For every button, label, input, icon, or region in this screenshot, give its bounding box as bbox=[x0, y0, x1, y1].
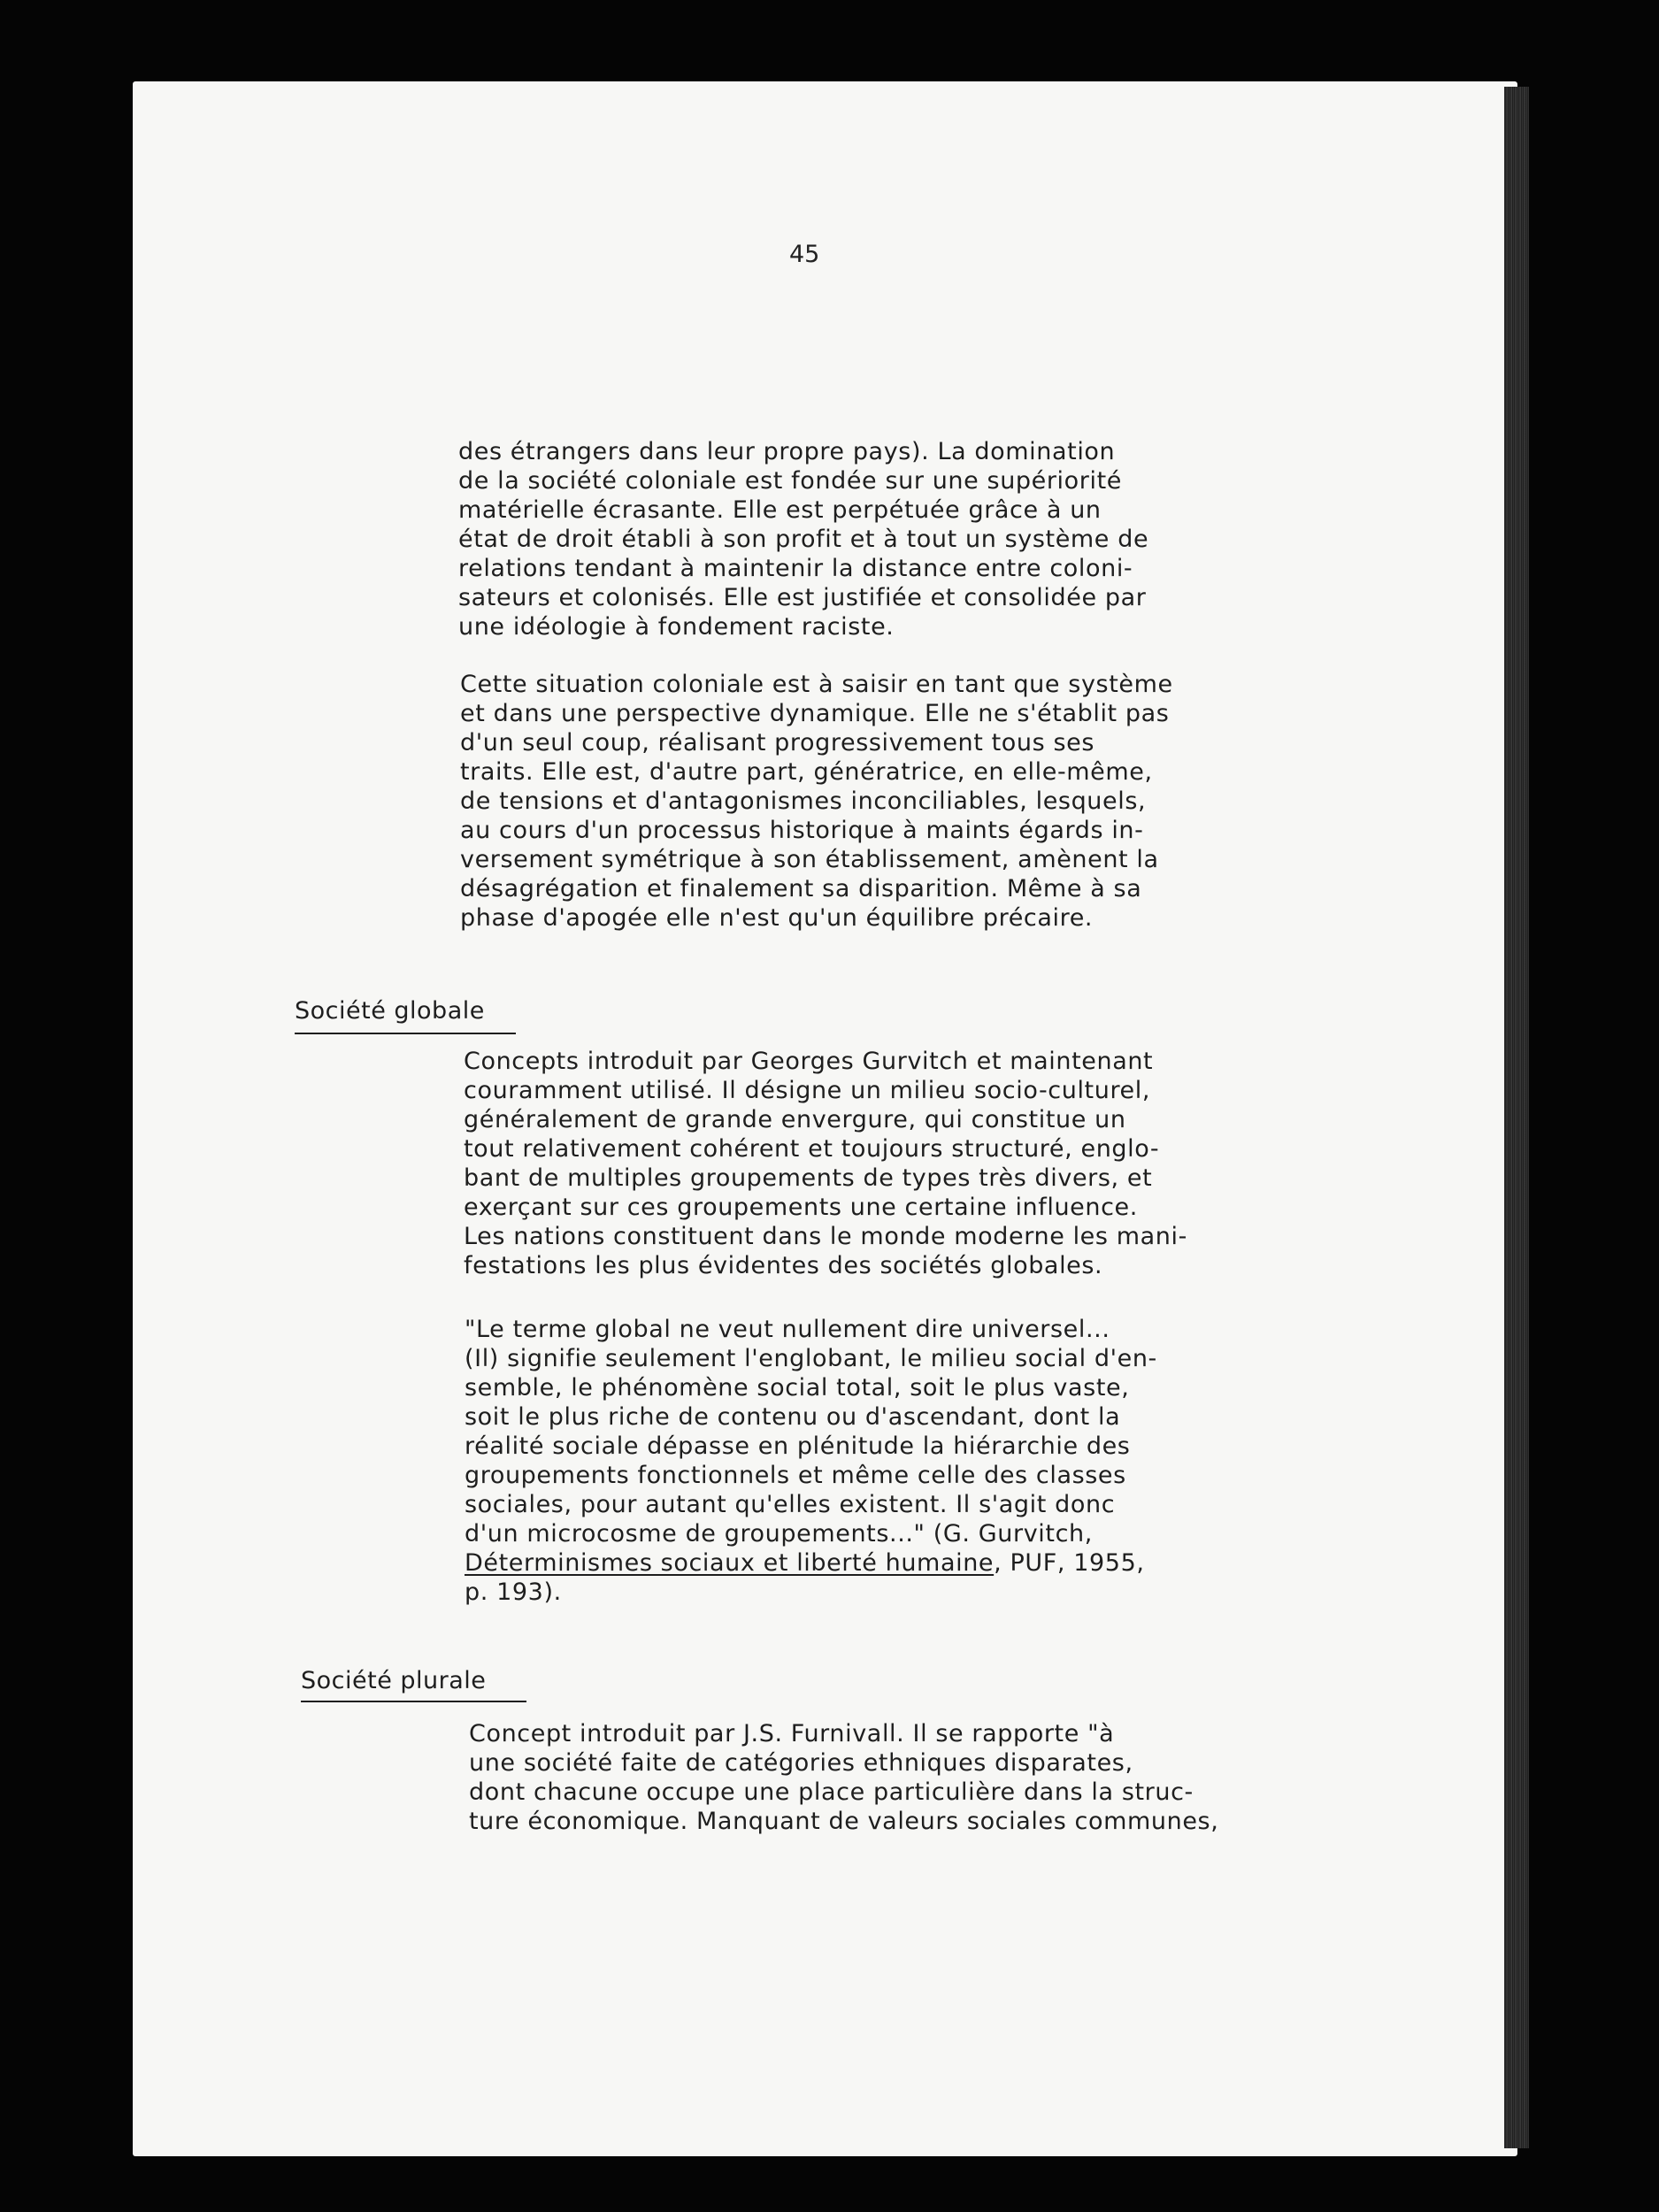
text-line: des étrangers dans leur propre pays). La domination bbox=[458, 438, 1116, 465]
text-line: état de droit établi à son profit et à tout un système de bbox=[458, 526, 1149, 553]
text-line: relations tendant à maintenir la distance entre coloni- bbox=[458, 555, 1133, 582]
societe-globale-definition bbox=[464, 1047, 1187, 1280]
section-heading-societe-globale: Société globale bbox=[295, 997, 485, 1025]
page-stack-edge bbox=[1504, 87, 1529, 2148]
text-line: d'un seul coup, réalisant progressivement tous ses bbox=[460, 729, 1095, 757]
citation-title: Déterminismes sociaux et liberté humaine bbox=[465, 1549, 995, 1577]
text-line: Les nations constituent dans le monde moderne les mani- bbox=[464, 1223, 1187, 1250]
text-line: Cette situation coloniale est à saisir en tant que système bbox=[460, 671, 1173, 698]
text-line: dont chacune occupe une place particulière dans la struc- bbox=[469, 1778, 1194, 1806]
text-line: phase d'apogée elle n'est qu'un équilibre précaire. bbox=[460, 904, 1094, 932]
text-line: ture économique. Manquant de valeurs sociales communes, bbox=[469, 1808, 1219, 1835]
text-line: tout relativement cohérent et toujours structuré, englo- bbox=[464, 1135, 1160, 1163]
text-line: généralement de grande envergure, qui constitue un bbox=[464, 1106, 1126, 1133]
text-line: désagrégation et finalement sa disparition. Même à sa bbox=[460, 875, 1142, 902]
text-line: réalité sociale dépasse en plénitude la hiérarchie des bbox=[465, 1432, 1131, 1460]
text-line: (Il) signifie seulement l'englobant, le milieu social d'en- bbox=[465, 1345, 1157, 1372]
text-line: versement symétrique à son établissement, amènent la bbox=[460, 846, 1159, 873]
citation-page: p. 193). bbox=[465, 1578, 562, 1606]
text-line: de tensions et d'antagonismes inconciliables, lesquels, bbox=[460, 787, 1147, 815]
text-line: traits. Elle est, d'autre part, génératrice, en elle-même, bbox=[460, 758, 1153, 786]
text-line: au cours d'un processus historique à maints égards in- bbox=[460, 817, 1144, 844]
citation-publisher: , PUF, 1955, bbox=[994, 1549, 1145, 1577]
text-line: sateurs et colonisés. Elle est justifiée et consolidée par bbox=[458, 584, 1147, 611]
text-line: et dans une perspective dynamique. Elle ne s'établit pas bbox=[460, 700, 1170, 727]
text-line: "Le terme global ne veut nullement dire universel... bbox=[465, 1316, 1110, 1343]
intro-paragraph-1 bbox=[458, 437, 1148, 641]
text-line: bant de multiples groupements de types très divers, et bbox=[464, 1164, 1153, 1192]
gurvitch-quote bbox=[465, 1315, 1157, 1607]
text-line: d'un microcosme de groupements..." (G. Gurvitch, bbox=[465, 1520, 1093, 1548]
intro-paragraph-2 bbox=[460, 670, 1173, 933]
text-line: de la société coloniale est fondée sur une supériorité bbox=[458, 467, 1122, 495]
text-line: soit le plus riche de contenu ou d'ascendant, dont la bbox=[465, 1403, 1121, 1431]
text-line: couramment utilisé. Il désigne un milieu socio-culturel, bbox=[464, 1077, 1151, 1104]
heading-rule bbox=[301, 1701, 526, 1702]
section-heading-societe-plurale: Société plurale bbox=[301, 1667, 487, 1694]
heading-rule bbox=[295, 1033, 516, 1034]
societe-plurale-definition bbox=[469, 1719, 1218, 1836]
text-line: Concept introduit par J.S. Furnivall. Il se rapporte "à bbox=[469, 1720, 1115, 1747]
citation-line bbox=[465, 1548, 1157, 1578]
text-line: sociales, pour autant qu'elles existent. Il s'agit donc bbox=[465, 1491, 1116, 1518]
text-line: une société faite de catégories ethniques disparates, bbox=[469, 1749, 1133, 1777]
text-line: matérielle écrasante. Elle est perpétuée grâce à un bbox=[458, 496, 1102, 524]
text-line: semble, le phénomène social total, soit le plus vaste, bbox=[465, 1374, 1130, 1402]
text-line: une idéologie à fondement raciste. bbox=[458, 613, 895, 641]
text-line: festations les plus évidentes des sociétés globales. bbox=[464, 1252, 1103, 1279]
text-line: exerçant sur ces groupements une certaine influence. bbox=[464, 1194, 1138, 1221]
text-line: groupements fonctionnels et même celle des classes bbox=[465, 1462, 1126, 1489]
text-line: Concepts introduit par Georges Gurvitch et maintenant bbox=[464, 1048, 1154, 1075]
page-number: 45 bbox=[789, 241, 820, 268]
